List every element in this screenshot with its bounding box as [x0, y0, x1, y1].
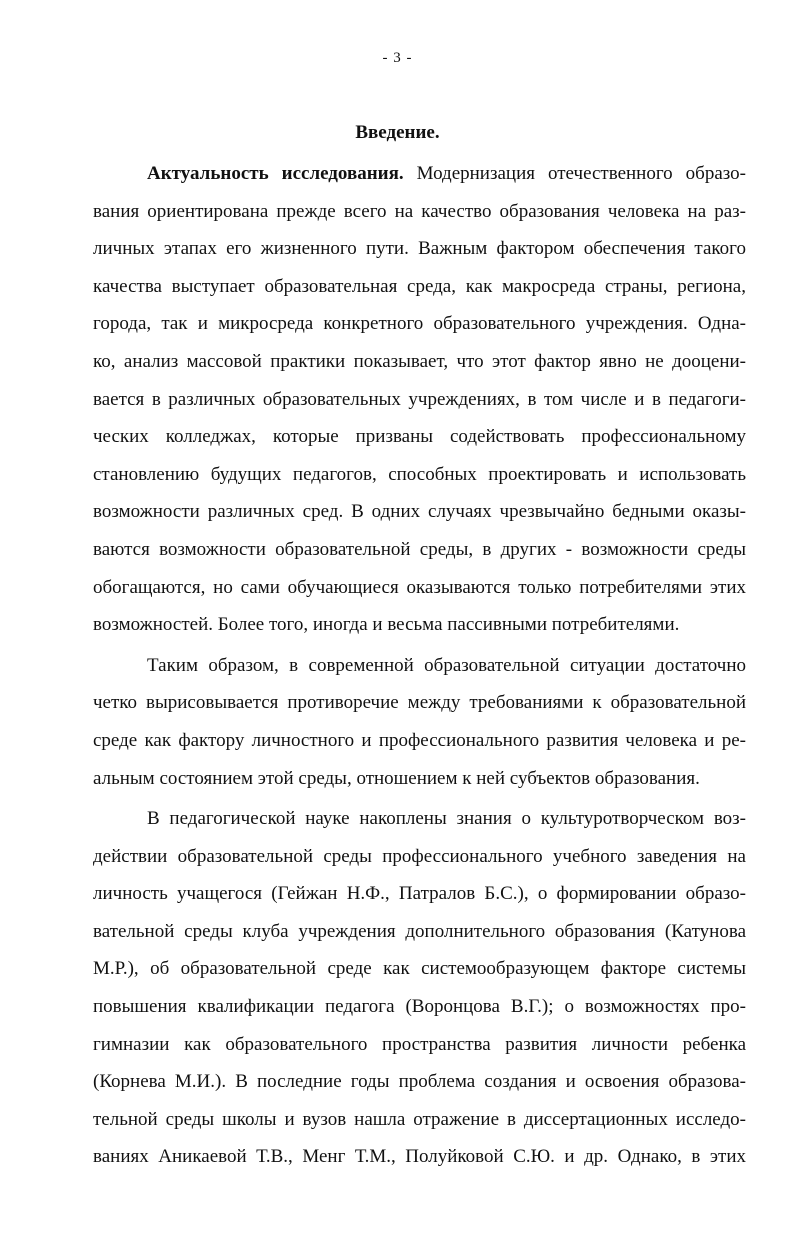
text-line: ваются возможности образовательной среды, в других - возможности среды	[93, 538, 746, 560]
text-line: гимназии как образовательного пространства развития личности ребенка	[93, 1033, 746, 1055]
page-number: - 3 -	[382, 50, 413, 66]
text-line: ческих колледжах, которые призваны содействовать профессиональному	[93, 426, 746, 448]
paragraph	[93, 155, 746, 644]
text-line: возможностей. Более того, иногда и весьма пассивными потребителями.	[93, 614, 680, 636]
section-heading: Введение.	[355, 122, 440, 143]
text-line: вания ориентирована прежде всего на качество образования человека на раз-	[93, 200, 746, 222]
text-line: города, так и микросреда конкретного образовательного учреждения. Одна-	[93, 313, 746, 335]
text-line: ваниях Аникаевой Т.В., Менг Т.М., Полуйковой С.Ю. и др. Однако, в этих	[93, 1146, 746, 1168]
text-line: вательной среды клуба учреждения дополнительного образования (Катунова	[93, 920, 746, 942]
paragraph	[93, 800, 746, 1176]
text-line: вается в различных образовательных учреждениях, в том числе и в педагоги-	[93, 388, 746, 410]
text-line: обогащаются, но сами обучающиеся оказываются только потребителями этих	[93, 576, 746, 598]
text-line: тельной среды школы и вузов нашла отражение в диссертационных исследо-	[93, 1108, 746, 1130]
paragraph	[93, 647, 746, 797]
text-line: личных этапах его жизненного пути. Важным фактором обеспечения такого	[93, 238, 746, 260]
text-line: М.Р.), об образовательной среде как системообразующем факторе системы	[93, 958, 746, 980]
text-line: альным состоянием этой среды, отношением к ней субъектов образования.	[93, 767, 700, 789]
text-line: среде как фактору личностного и профессионального развития человека и ре-	[93, 729, 746, 751]
text-line	[93, 155, 746, 193]
paragraph-lead: Актуальность исследования.	[147, 163, 404, 184]
text-line: качества выступает образовательная среда, как макросреда страны, региона,	[93, 275, 746, 297]
text-line-content: Модернизация отечественного образо-	[403, 163, 746, 184]
text-line: повышения квалификации педагога (Воронцова В.Г.); о возможностях про-	[93, 996, 746, 1018]
text-line: В педагогической науке накоплены знания о культуротворческом воз-	[147, 808, 746, 830]
text-line: четко вырисовывается противоречие между требованиями к образовательной	[93, 692, 746, 714]
text-line: действии образовательной среды профессионального учебного заведения на	[93, 845, 746, 867]
text-line: становлению будущих педагогов, способных проектировать и использовать	[93, 463, 746, 485]
text-line: возможности различных сред. В одних случаях чрезвычайно бедными оказы-	[93, 501, 746, 523]
body-text	[93, 155, 746, 1176]
text-line: ко, анализ массовой практики показывает, что этот фактор явно не дооцени-	[93, 350, 746, 372]
text-line: Таким образом, в современной образовательной ситуации достаточно	[147, 654, 746, 676]
text-line: личность учащегося (Гейжан Н.Ф., Патралов Б.С.), о формировании образо-	[93, 883, 746, 905]
text-line: (Корнева М.И.). В последние годы проблема создания и освоения образова-	[93, 1071, 746, 1093]
